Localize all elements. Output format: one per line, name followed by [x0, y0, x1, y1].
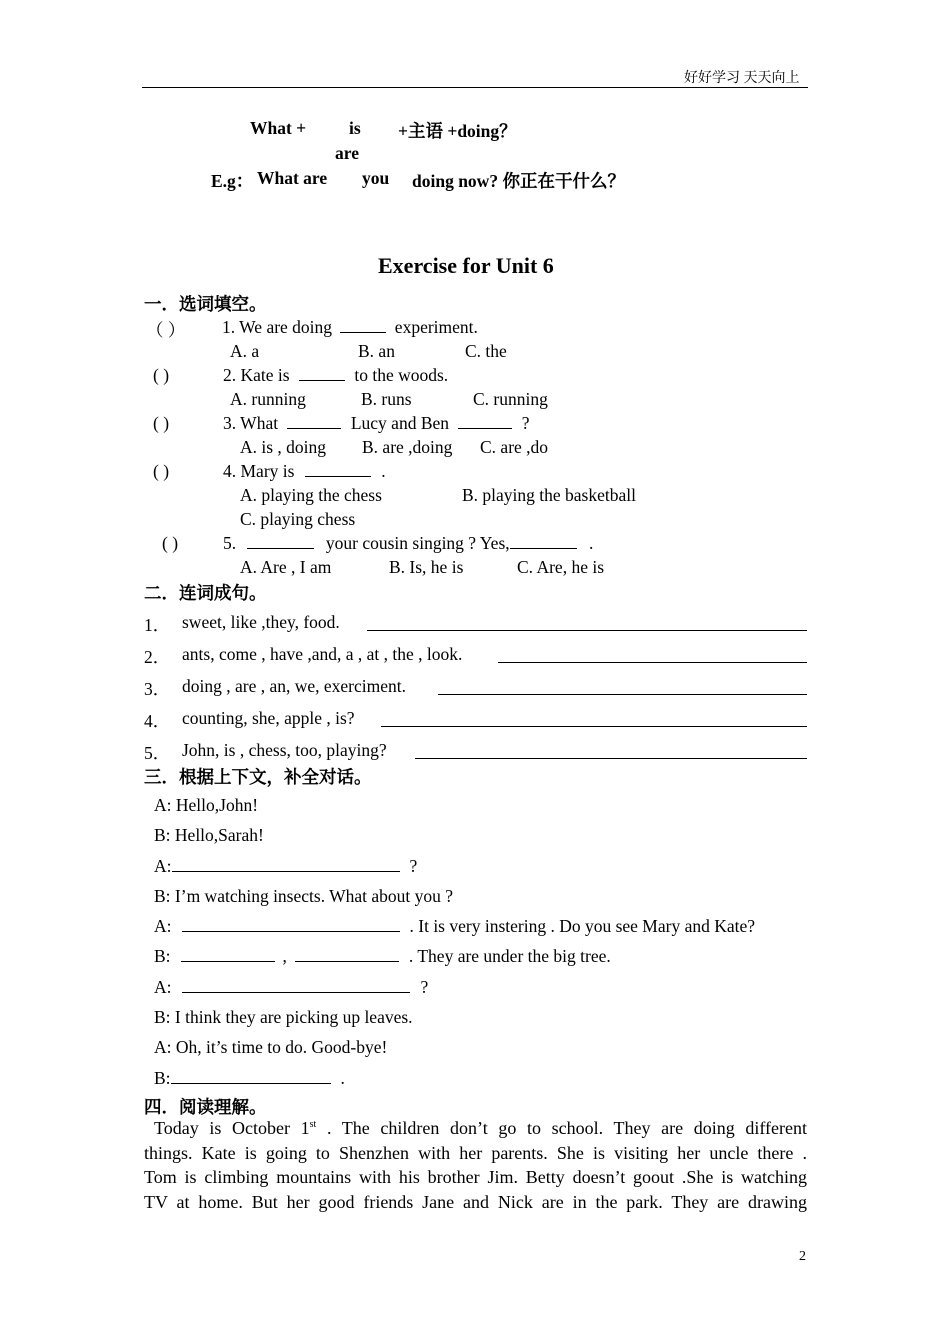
s2-answer-line[interactable]	[415, 758, 807, 759]
q1-stem-a: 1. We are doing	[222, 317, 333, 337]
s2-answer-line[interactable]	[498, 662, 807, 663]
page-number: 2	[799, 1249, 806, 1264]
q2-stem-a: 2. Kate is	[223, 365, 290, 385]
q1-stem	[222, 317, 478, 338]
q1-option-b: B. an	[358, 341, 395, 361]
s2-item-text: sweet, like ,they, food.	[182, 612, 340, 632]
q1-stem-b: experiment.	[394, 317, 478, 337]
q2-blank[interactable]	[299, 365, 345, 381]
reading-passage	[144, 1116, 807, 1215]
dialog-7-end: ?	[420, 977, 429, 997]
q5-stem-b: your cousin singing ? Yes,	[325, 533, 510, 553]
q5-option-c: C. Are, he is	[517, 557, 605, 577]
dialog-10-speaker: B:	[154, 1068, 171, 1088]
q4-paren: ( )	[153, 461, 170, 481]
dialog-6-comma: ,	[282, 946, 287, 966]
passage-line-1	[144, 1116, 807, 1141]
q4-blank[interactable]	[305, 461, 371, 477]
passage-sup: st	[309, 1119, 317, 1130]
q1-blank[interactable]	[340, 317, 386, 333]
q2-paren: ( )	[153, 365, 170, 385]
q5-stem-c: .	[589, 533, 594, 553]
dialog-line-1: A: Hello,John!	[154, 795, 259, 815]
q3-blank-2[interactable]	[458, 413, 512, 429]
q1-option-c: C. the	[465, 341, 507, 361]
dialog-line-8: B: I think they are picking up leaves.	[154, 1007, 413, 1027]
dialog-5-speaker: A:	[154, 916, 172, 936]
dialog-10-blank[interactable]	[171, 1068, 331, 1084]
dialog-6-speaker: B:	[154, 946, 171, 966]
header-text: 好好学习 天天向上	[684, 71, 800, 86]
dialog-7-speaker: A:	[154, 977, 172, 997]
s2-item-num: 3．	[144, 679, 171, 699]
q3-stem-a: 3. What	[223, 413, 279, 433]
s2-item-text: doing , are , an, we, exerciment.	[182, 676, 407, 696]
grammar-eg-what-are: What are	[257, 168, 328, 188]
q4-stem-b: .	[381, 461, 386, 481]
s2-item-text: counting, she, apple , is?	[182, 708, 355, 728]
q4-stem-a: 4. Mary is	[223, 461, 295, 481]
header-rule	[142, 87, 808, 88]
dialog-6-rest: . They are under the big tree.	[408, 946, 611, 966]
s2-item-num: 4．	[144, 711, 171, 731]
dialog-6-blank-2[interactable]	[295, 946, 399, 962]
dialog-line-5	[154, 916, 755, 937]
dialog-line-6	[154, 946, 611, 967]
dialog-line-2: B: Hello,Sarah!	[154, 825, 264, 845]
q5-stem-a: 5.	[223, 533, 237, 553]
passage-start: Today is October 1	[154, 1118, 310, 1138]
passage-line-2: things. Kate is going to Shenzhen with her parents. She is visiting her uncle there .	[144, 1142, 807, 1163]
dialog-3-speaker: A:	[154, 856, 172, 876]
passage-line-1-rest: . The children don’t go to school. They are doing different	[316, 1118, 807, 1138]
q1-option-a: A. a	[230, 341, 260, 361]
s2-item-num: 1．	[144, 615, 171, 635]
q3-option-a: A. is , doing	[240, 437, 327, 457]
s2-item-text: ants, come , have ,and, a , at , the , look.	[182, 644, 463, 664]
s2-answer-line[interactable]	[381, 726, 807, 727]
dialog-line-3	[154, 856, 417, 877]
grammar-what-plus: What +	[250, 118, 307, 138]
q5-blank-2[interactable]	[510, 533, 577, 549]
q3-option-c: C. are ,do	[480, 437, 549, 457]
q4-option-a: A. playing the chess	[240, 485, 382, 505]
dialog-3-end: ?	[409, 856, 418, 876]
s2-answer-line[interactable]	[438, 694, 807, 695]
dialog-line-7	[154, 977, 428, 998]
s2-item-num: 2．	[144, 647, 171, 667]
q4-option-b: B. playing the basketball	[462, 485, 636, 505]
q2-option-a: A. running	[230, 389, 306, 409]
q3-paren: ( )	[153, 413, 170, 433]
grammar-eg-rest: doing now? 你正在干什么？	[412, 171, 625, 191]
grammar-is: is	[349, 118, 361, 138]
q3-stem	[223, 413, 530, 434]
s2-item-text: John, is , chess, too, playing?	[182, 740, 387, 760]
q5-stem	[223, 533, 593, 554]
dialog-3-blank[interactable]	[172, 856, 400, 872]
q5-paren: ( )	[162, 533, 179, 553]
grammar-eg-label: E.g：	[211, 171, 254, 191]
q3-stem-c: ?	[521, 413, 530, 433]
section2-heading: 二．连词成句。	[144, 584, 267, 604]
q4-option-c: C. playing chess	[240, 509, 356, 529]
q4-stem	[223, 461, 386, 482]
passage-line-3: Tom is climbing mountains with his brother Jim. Betty doesn’t goout .She is watching	[144, 1167, 807, 1188]
q2-stem	[223, 365, 448, 386]
q5-option-b: B. Is, he is	[389, 557, 464, 577]
s2-item-num: 5．	[144, 743, 171, 763]
q5-blank-1[interactable]	[247, 533, 314, 549]
s2-answer-line[interactable]	[367, 630, 807, 631]
q2-stem-b: to the woods.	[354, 365, 449, 385]
dialog-5-blank[interactable]	[182, 916, 400, 932]
q3-option-b: B. are ,doing	[362, 437, 453, 457]
q1-paren: （ ）	[146, 320, 186, 340]
passage-line-4: TV at home. But her good friends Jane and Nick are in the park. They are drawing	[144, 1192, 807, 1213]
dialog-6-blank-1[interactable]	[181, 946, 275, 962]
dialog-5-rest: . It is very instering . Do you see Mary and Kate?	[409, 916, 756, 936]
section4-heading: 四．阅读理解。	[144, 1098, 267, 1118]
q2-option-b: B. runs	[361, 389, 412, 409]
dialog-10-end: .	[340, 1068, 345, 1088]
dialog-line-10	[154, 1068, 345, 1089]
q3-blank-1[interactable]	[287, 413, 341, 429]
dialog-7-blank[interactable]	[182, 977, 410, 993]
dialog-line-9: A: Oh, it’s time to do. Good-bye!	[154, 1037, 388, 1057]
q2-option-c: C. running	[473, 389, 548, 409]
page-title: Exercise for Unit 6	[378, 253, 554, 278]
section3-heading: 三．根据上下文，补全对话。	[144, 768, 372, 788]
grammar-subject-doing: +主语 +doing？	[398, 121, 517, 141]
section1-heading: 一．选词填空。	[144, 295, 267, 315]
grammar-are: are	[335, 143, 359, 163]
dialog-line-4: B: I’m watching insects. What about you ?	[154, 886, 454, 906]
q3-stem-b: Lucy and Ben	[350, 413, 450, 433]
grammar-eg-you: you	[362, 168, 390, 188]
q5-option-a: A. Are , I am	[240, 557, 332, 577]
